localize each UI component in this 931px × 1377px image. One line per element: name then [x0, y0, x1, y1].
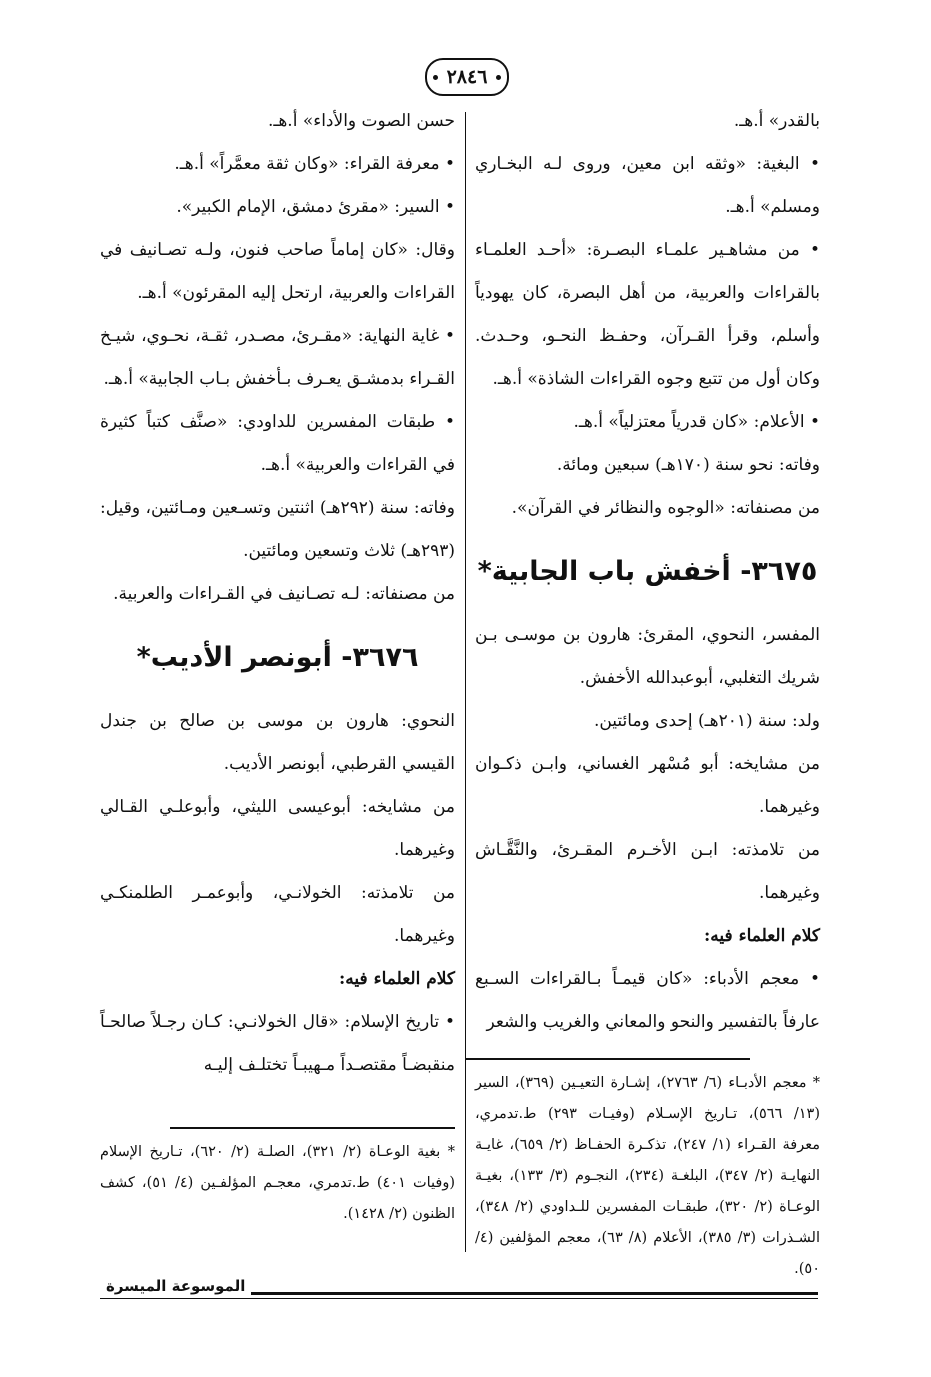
right-column — [475, 100, 820, 1285]
section-heading: كلام العلماء فيه: — [339, 969, 455, 989]
paragraph: • البغية: «وثقه ابن معين، وروى لـه البخـاري ومسلم» أ.هـ. — [475, 154, 820, 217]
paragraph: من مصنفاته: «الوجوه والنظائر في القرآن». — [511, 498, 820, 518]
paragraph: النحوي: هارون بن موسى بن صالح بن جندل القيسي القرطبي، أبونصر الأديب. — [100, 711, 455, 774]
paragraph: بالقدر» أ.هـ. — [733, 111, 820, 131]
left-column — [100, 100, 455, 1230]
paragraph: ولد: سنة (٢٠١هـ) إحدى ومائتين. — [593, 711, 820, 731]
paragraph: • طبقات المفسرين للداودي: «صنَّف كتباً كثيرة في القراءات والعربية» أ.هـ. — [100, 412, 455, 475]
paragraph: حسن الصوت والأداء» أ.هـ. — [267, 111, 455, 131]
paragraph: من تلامذته: الخولانـي، وأبوعمـر الطلمنكـي وغيرهما. — [100, 883, 455, 946]
paragraph: وقال: «كان إماماً صاحب فنون، ولـه تصـانيف في القراءات والعربية، ارتحل إليه المقرئون» أ.هـ. — [100, 240, 455, 303]
footnote: * بغية الوعـاة (٢/ ٣٢١)، الصلـة (٢/ ٦٢٠)، تـاريخ الإسلام (وفيات ٤٠١) ط.تدمري، معجـم المؤلفـين (٤/ ٥١)، كشف الظنون (٢/ ١٤٢٨). — [100, 1144, 456, 1222]
section-heading: كلام العلماء فيه: — [704, 926, 820, 946]
paragraph: • معرفة القراء: «وكان ثقة معمَّراً» أ.هـ. — [174, 154, 455, 174]
entry-title: ٣٦٧٥- أخفش باب الجابية* — [477, 556, 818, 587]
paragraph: وفاته: سنة (٢٩٢هـ) اثنتين وتسـعين ومـائتين، وقيل: (٢٩٣هـ) ثلاث وتسعين ومائتين. — [100, 498, 455, 561]
paragraph: • تاريخ الإسلام: «قال الخولانـي: كـان رجـلاً صالحـاً منقبضـاً مقتصـداً مـهيبـاً تختلـف إليـه — [100, 1012, 455, 1075]
paragraph: • السير: «مقرئ دمشق، الإمام الكبير». — [176, 197, 455, 217]
paragraph: • من مشاهـير علمـاء البصـرة: «أحـد العلمـاء بالقراءات والعربية، من أهل البصرة، كان يهودياً وأسلم، وقرأ القـرآن، وحفـظ النحـو، وحـدث. وكان أول من تتبع وجوه القراءات الشاذة» أ.هـ. — [475, 240, 820, 389]
column-divider — [465, 112, 466, 1252]
entry-title: ٣٦٧٦- أبونصر الأديب* — [136, 642, 419, 673]
footer-title: الموسوعة الميسرة — [100, 1277, 251, 1295]
paragraph: • الأعلام: «كان قدرياً معتزلياً» أ.هـ. — [573, 412, 820, 432]
footer-rule-thin — [100, 1298, 818, 1299]
paragraph: من تلامذته: ابـن الأخـرم المقـرئ، والنَّقَّـاش وغيرهما. — [475, 840, 820, 903]
paragraph: من مشايخه: أبو مُسْهر الغساني، وابـن ذكـوان وغيرهما. — [475, 754, 820, 817]
paragraph: وفاته: نحو سنة (١٧٠هـ) سبعين ومائة. — [556, 455, 820, 475]
paragraph: • معجم الأدباء: «كان قيمـاً بـالقراءات السـبع عارفاً بالتفسير والنحو والمعاني والغريب والشعر — [475, 969, 820, 1032]
paragraph: من مصنفاته: لـه تصـانيف في القـراءات والعربية. — [113, 584, 455, 604]
footnote: * معجم الأدبـاء (٦/ ٢٧٦٣)، إشـارة التعيـين (٣٦٩)، السير (١٣/ ٥٦٦)، تـاريخ الإسـلام (وفيـات ٢٩٣) ط.تدمري، معرفة القـراء (١/ ٢٤٧)، تذكـرة الحفـاظ (٢/ ٦٥٩)، غايـة النهايـة (٢/ ٣٤٧)، البلغـة (٢٣٤)، النجـوم (٣/ ١٣٣)، بغيـة الوعـاة (٢/ ٣٢٠)، طبقـات المفسرين للـداودي (٢/ ٣٤٨)، الشـذرات (٣/ ٣٨٥)، الأعلام (٨/ ٦٣)، معجم المؤلفين (٤/ ٥٠). — [475, 1075, 821, 1277]
footnote-separator — [170, 1127, 455, 1129]
paragraph: من مشايخه: أبوعيسى الليثي، وأبوعلـي القـالي وغيرهما. — [100, 797, 455, 860]
paragraph: • غاية النهاية: «مقـرئ، مصـدر، ثقـة، نحـوي، شيـخ القـراء بدمشـق يعـرف بـأخفش بـاب الجابية» أ.هـ. — [100, 326, 455, 389]
footnote-separator — [465, 1058, 750, 1060]
page-number: ٢٨٤٦ — [425, 58, 509, 96]
paragraph: المفسر، النحوي، المقرئ: هارون بن موسـى بـن شريك التغلبي، أبوعبدالله الأخفش. — [475, 625, 820, 688]
